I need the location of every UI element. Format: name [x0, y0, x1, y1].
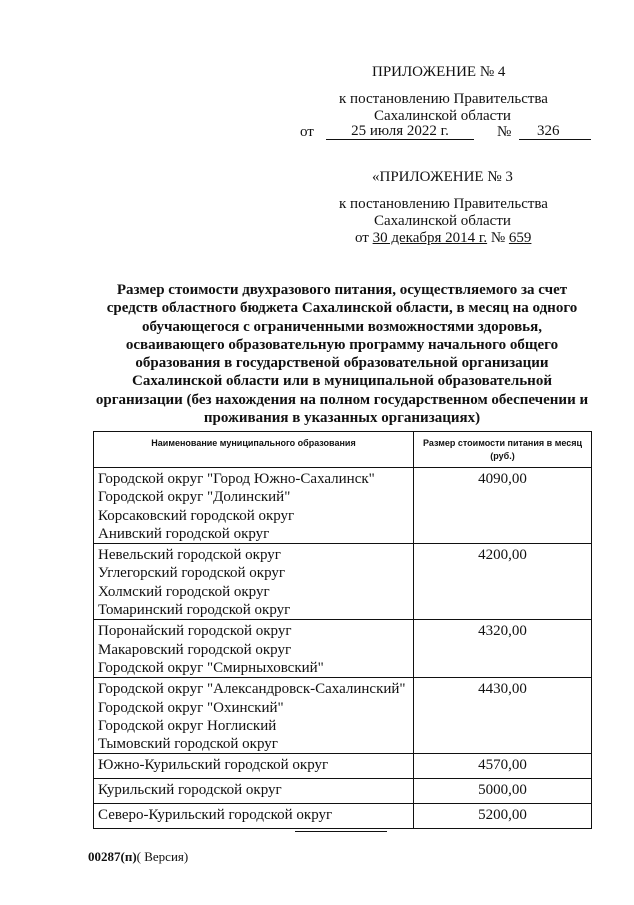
- table-row: [94, 544, 592, 620]
- column-header-municipality: Наименование муниципального образования: [94, 432, 414, 468]
- table-row: [94, 678, 592, 754]
- heading-line: средств областного бюджета Сахалинской области, в месяц на одного: [106, 300, 578, 317]
- municipality-name: Углегорский городской округ: [98, 565, 286, 582]
- version-label: ( Версия): [136, 849, 189, 864]
- municipality-name: Тымовский городской округ: [98, 736, 278, 753]
- document-code: 00287(п): [88, 849, 137, 864]
- cost-table: [93, 431, 592, 829]
- heading-line: Размер стоимости двухразового питания, осуществляемого за счет: [116, 282, 568, 298]
- prev-appendix-date-line: [355, 229, 531, 247]
- table-row: [94, 779, 592, 804]
- municipality-name: Городской округ "Александровск-Сахалинский": [98, 681, 406, 698]
- table-row: [94, 620, 592, 678]
- prev-appendix-line2: Сахалинской области: [374, 213, 511, 229]
- prev-appendix-number-label: №: [490, 230, 506, 246]
- cost-cell: 4320,00: [414, 620, 592, 678]
- municipality-cell: [94, 544, 414, 620]
- municipality-name: Томаринский городской округ: [98, 602, 291, 619]
- heading-line: организации (без нахождения на полном государственном обеспечении и: [95, 391, 589, 408]
- heading-line: обучающегося с ограниченными возможностями здоровья,: [142, 318, 542, 335]
- heading-line: образования в государственой образовательной организации: [135, 355, 549, 372]
- prev-appendix-date: 30 декабря 2014 г.: [372, 230, 488, 246]
- municipality-name: Городской округ "Долинский": [98, 489, 291, 506]
- cost-cell: 4200,00: [414, 544, 592, 620]
- municipality-name: Холмский городской округ: [98, 583, 270, 600]
- municipality-name: Курильский городской округ: [98, 782, 282, 799]
- table-row: [94, 754, 592, 779]
- appendix-line1: к постановлению Правительства: [339, 91, 548, 107]
- municipality-name: Поронайский городской округ: [98, 623, 292, 640]
- heading-line: Сахалинской области или в муниципальной образовательной: [132, 373, 552, 390]
- prev-appendix-title: «ПРИЛОЖЕНИЕ № 3: [372, 169, 513, 185]
- municipality-cell: [94, 779, 414, 804]
- municipality-name: Городской округ "Смирныховский": [98, 659, 324, 676]
- municipality-cell: [94, 620, 414, 678]
- appendix-line2: Сахалинской области: [374, 108, 511, 124]
- municipality-name: Анивский городской округ: [98, 525, 270, 542]
- table-row: [94, 468, 592, 544]
- municipality-name: Северо-Курильский городской округ: [98, 807, 333, 824]
- appendix-from-label: от: [300, 124, 314, 140]
- appendix-number: 326: [519, 123, 591, 140]
- end-separator-rule: [295, 831, 387, 832]
- municipality-name: Городской округ "Город Южно-Сахалинск": [98, 471, 375, 487]
- table-row: [94, 804, 592, 829]
- appendix-number-label: №: [497, 124, 512, 140]
- heading-line: осваивающего образовательную программу начального общего: [125, 336, 559, 353]
- heading-line: проживания в указанных организациях): [203, 410, 481, 427]
- municipality-cell: [94, 804, 414, 829]
- appendix-title: ПРИЛОЖЕНИЕ № 4: [372, 64, 506, 80]
- document-heading: [92, 281, 592, 427]
- municipality-cell: [94, 468, 414, 544]
- municipality-name: Невельский городской округ: [98, 547, 281, 564]
- municipality-name: Корсаковский городской округ: [98, 507, 295, 524]
- municipality-name: Южно-Курильский городской округ: [98, 757, 329, 774]
- municipality-name: Городской округ "Охинский": [98, 699, 284, 716]
- prev-appendix-line1: к постановлению Правительства: [339, 196, 548, 212]
- table-header-row: [94, 432, 592, 468]
- municipality-name: Макаровский городской округ: [98, 641, 292, 658]
- municipality-cell: [94, 754, 414, 779]
- cost-cell: 5000,00: [414, 779, 592, 804]
- cost-cell: 5200,00: [414, 804, 592, 829]
- cost-cell: 4570,00: [414, 754, 592, 779]
- column-header-cost: Размер стоимости питания в месяц (руб.): [414, 432, 592, 468]
- prev-appendix-from-label: от: [355, 230, 369, 246]
- municipality-cell: [94, 678, 414, 754]
- footer-version: [88, 849, 188, 865]
- cost-cell: 4430,00: [414, 678, 592, 754]
- municipality-name: Городской округ Ноглиский: [98, 717, 277, 734]
- appendix-date: 25 июля 2022 г.: [326, 123, 474, 140]
- prev-appendix-number: 659: [508, 230, 532, 246]
- cost-cell: 4090,00: [414, 468, 592, 544]
